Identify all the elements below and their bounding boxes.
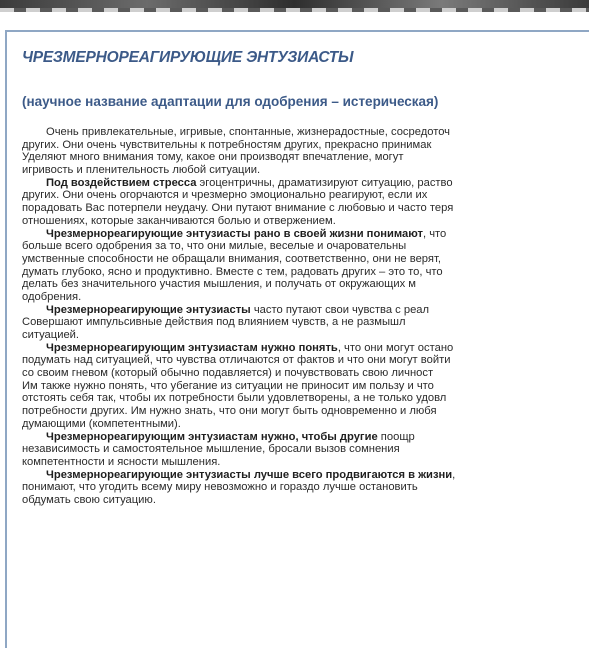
text-run: игривость и пленительность любой ситуации.	[22, 164, 261, 177]
text-line	[22, 139, 589, 152]
bold-phrase: Чрезмернореагирующие энтузиасты	[46, 303, 251, 316]
text-line	[22, 431, 589, 444]
bold-phrase: Под воздействием стресса	[46, 176, 197, 189]
text-run: эгоцентричны, драматизируют ситуацию, раство	[196, 176, 453, 189]
text-line	[22, 228, 589, 241]
text-run: ситуацией.	[22, 329, 80, 341]
text-run: компетентности и ясности мышления.	[22, 455, 221, 468]
text-line	[22, 189, 589, 202]
paragraph	[22, 431, 589, 469]
text-line	[22, 215, 589, 228]
text-line	[22, 278, 589, 291]
text-run: независимость и самостоятельное мышление, бросали вызов сомнения	[22, 443, 400, 456]
text-line	[22, 126, 589, 139]
text-line	[22, 494, 589, 507]
paragraph	[22, 304, 589, 342]
text-run: одобрения.	[22, 290, 82, 303]
paragraph	[22, 228, 589, 304]
text-line	[22, 418, 589, 431]
text-line	[22, 253, 589, 266]
text-run: отношениях, которые заканчиваются болью и отвержением.	[22, 214, 336, 227]
paragraph	[22, 177, 589, 228]
text-run: обдумать свою ситуацию.	[22, 493, 156, 506]
text-run: часто путают свои чувства с реал	[250, 303, 430, 316]
text-line	[22, 291, 589, 304]
text-run: других. Они очень огорчаются и чрезмерно эмоционально реагируют, если их	[22, 189, 428, 202]
text-run: ,	[452, 468, 456, 481]
text-line	[22, 151, 589, 164]
document-page	[0, 12, 589, 648]
text-line	[22, 164, 589, 177]
text-line	[22, 240, 589, 253]
text-line	[22, 405, 589, 418]
text-run: думать глубоко, ясно и продуктивно. Вместе с тем, радовать других – это то, что	[22, 265, 443, 278]
text-run: подумать над ситуацией, что чувства отличаются от фактов и что они могут войти	[22, 354, 451, 367]
frame-top-border	[5, 30, 589, 32]
text-run: порадовать Вас потерпели неудачу. Они путают внимание с любовью и часто теря	[22, 202, 454, 215]
paragraph	[22, 126, 589, 177]
text-line	[22, 304, 589, 317]
text-line	[22, 329, 589, 342]
text-run: думающими (компетентными).	[22, 417, 181, 430]
text-run: делать без значительного участия мышления, и получать от окружающих м	[22, 278, 416, 291]
text-line	[22, 202, 589, 215]
paragraph	[22, 342, 589, 431]
text-line	[22, 266, 589, 279]
text-run: Им также нужно понять, что убегание из ситуации не приносит им пользу и что	[22, 379, 434, 392]
text-line	[22, 443, 589, 456]
text-line	[22, 481, 589, 494]
text-run: Очень привлекательные, игривые, спонтанные, жизнерадостные, сосредоточ	[46, 126, 451, 138]
text-run: со своим гневом (который обычно подавляется) и почувствовать свою личност	[22, 367, 434, 380]
text-run: других. Они очень чувствительны к потребностям других, прекрасно принимак	[22, 138, 432, 151]
text-run: , что они могут остано	[337, 341, 454, 354]
paragraph	[22, 469, 589, 507]
frame-left-border	[5, 30, 7, 648]
text-run: Уделяют много внимания тому, какое они производят впечатление, могут	[22, 151, 404, 164]
text-line	[22, 342, 589, 355]
text-run: больше всего одобрения за то, что они милые, веселые и очаровательны	[22, 240, 407, 253]
document-subtitle: (научное название адаптации для одобрения – истерическая)	[22, 94, 439, 109]
text-run: поощр	[377, 430, 415, 443]
bold-phrase: Чрезмернореагирующие энтузиасты лучше всего продвигаются в жизни	[46, 468, 453, 481]
text-line	[22, 392, 589, 405]
text-run: потребности других. Им нужно знать, что они могут быть одновременно и любя	[22, 405, 437, 418]
text-run: понимают, что угодить всему миру невозможно и гораздо лучше остановить	[22, 481, 418, 494]
text-line	[22, 316, 589, 329]
text-line	[22, 354, 589, 367]
text-line	[22, 456, 589, 469]
text-line	[22, 469, 589, 482]
text-run: отстоять себя так, чтобы их потребности были удовлетворены, а не только удовл	[22, 392, 447, 405]
top-photo-strip	[0, 0, 589, 12]
body-text	[22, 126, 589, 507]
bold-phrase: Чрезмернореагирующие энтузиасты рано в своей жизни понимают	[46, 227, 424, 240]
text-line	[22, 380, 589, 393]
bold-phrase: Чрезмернореагирующим энтузиастам нужно, чтобы другие	[46, 430, 378, 443]
text-run: , что	[423, 227, 447, 240]
text-line	[22, 177, 589, 190]
document-title: ЧРЕЗМЕРНОРЕАГИРУЮЩИЕ ЭНТУЗИАСТЫ	[22, 49, 354, 66]
bold-phrase: Чрезмернореагирующим энтузиастам нужно понять	[46, 341, 338, 354]
text-line	[22, 367, 589, 380]
text-run: Совершают импульсивные действия под влиянием чувств, а не размышл	[22, 316, 406, 329]
text-run: умственные способности не обращали внимания, соответственно, они не верят,	[22, 252, 441, 265]
